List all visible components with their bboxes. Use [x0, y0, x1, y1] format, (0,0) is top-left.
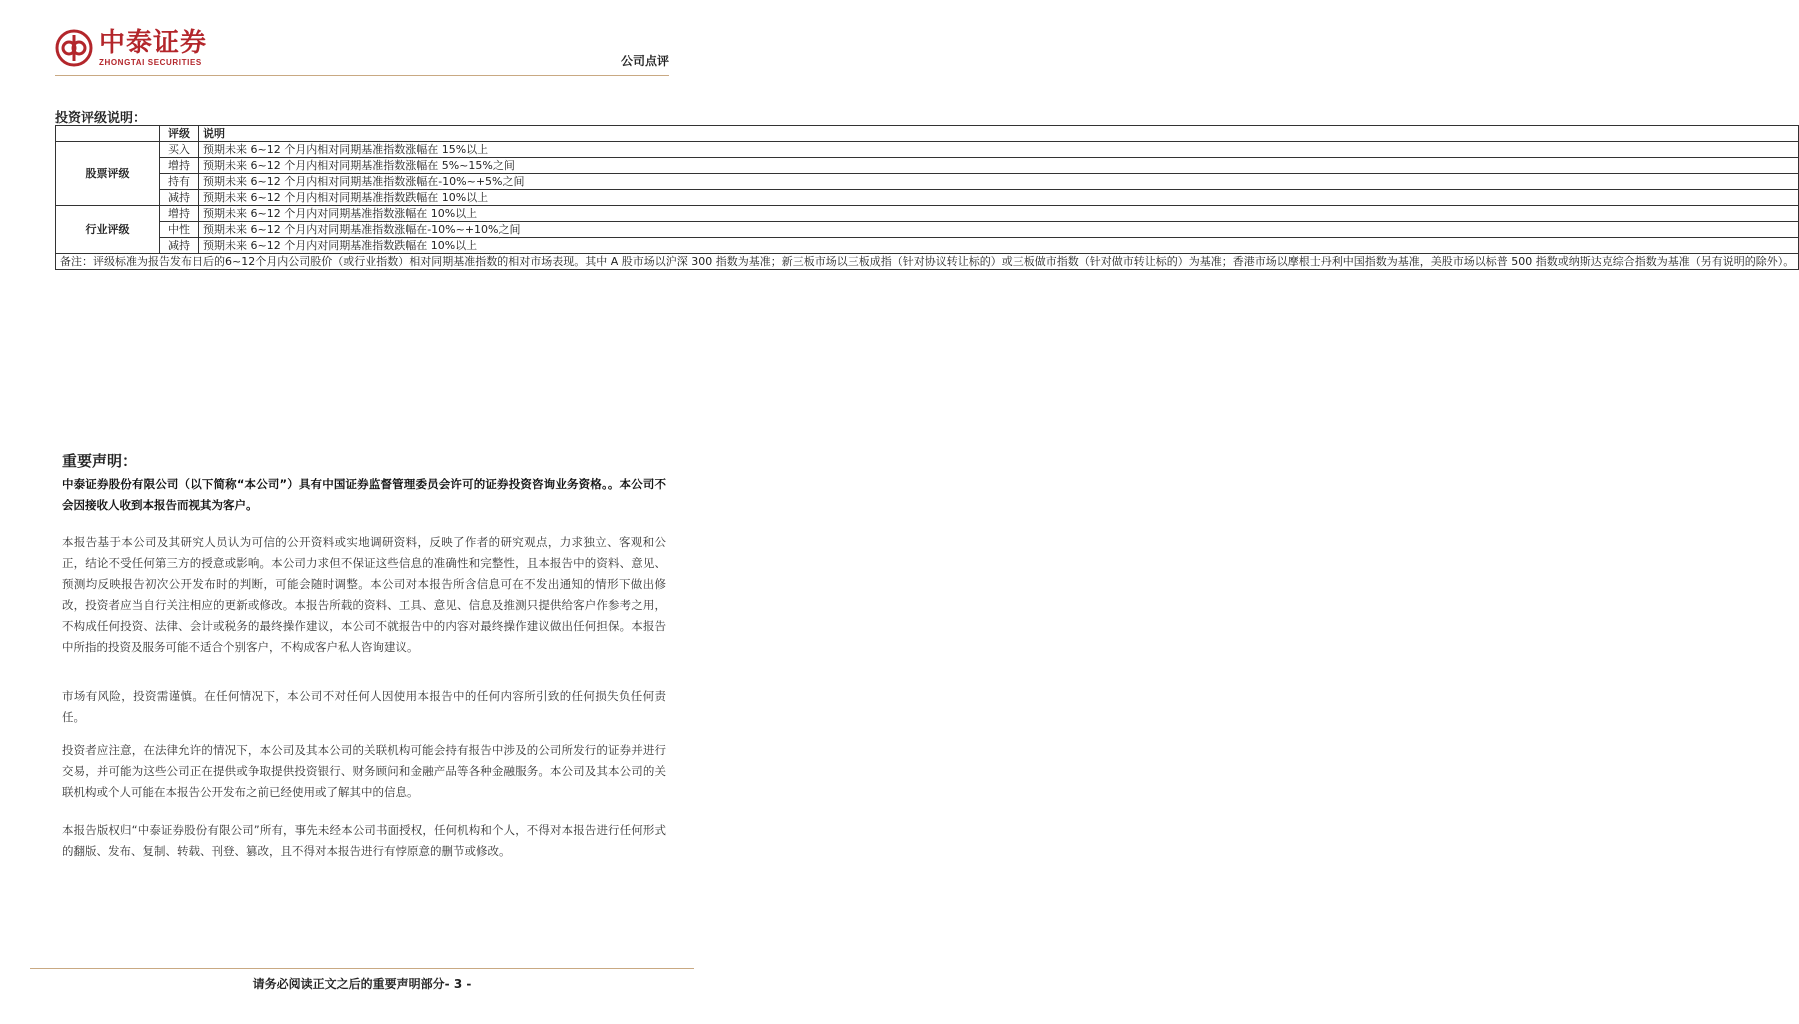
- rating-level: 减持: [160, 238, 199, 254]
- brand-name-en: ZHONGTAI SECURITIES: [99, 57, 202, 67]
- table-note-row: [56, 254, 1799, 270]
- declaration-paragraph-1: 本报告基于本公司及其研究人员认为可信的公开资料或实地调研资料，反映了作者的研究观点，力求独立、客观和公正，结论不受任何第三方的授意或影响。本公司力求但不保证这些信息的准确性和完整性，且本报告中的资料、意见、预测均反映报告初次公开发布时的判断，可能会随时调整。本公司对本报告所含信息可在不发出通知的情形下做出修改，投资者应当自行关注相应的更新或修改。本报告所载的资料、工具、意见、信息及推测只提供给客户作参考之用，不构成任何投资、法律、会计或税务的最终操作建议，本公司不就报告中的内容对最终操作建议做出任何担保。本报告中所指的投资及服务可能不适合个别客户，不构成客户私人咨询建议。: [62, 535, 666, 654]
- table-row: [56, 158, 1799, 174]
- declaration-paragraph-4: 本报告版权归“中泰证券股份有限公司”所有，事先未经本公司书面授权，任何机构和个人，不得对本报告进行任何形式的翻版、发布、复制、转载、刊登、篡改，且不得对本报告进行有悖原意的删节或修改。: [62, 823, 666, 858]
- page-number: - 3 -: [444, 977, 472, 991]
- industry-rating-label: 行业评级: [56, 206, 160, 254]
- rating-level: 买入: [160, 142, 199, 158]
- rating-desc: 预期未来 6~12 个月内相对同期基准指数涨幅在-10%~+5%之间: [199, 174, 1799, 190]
- rating-level: 增持: [160, 158, 199, 174]
- rating-desc: 预期未来 6~12 个月内对同期基准指数跌幅在 10%以上: [199, 238, 1799, 254]
- table-row: [56, 222, 1799, 238]
- rating-note: 备注：评级标准为报告发布日后的6~12个月内公司股价（或行业指数）相对同期基准指数的相对市场表现。其中 A 股市场以沪深 300 指数为基准；新三板市场以三板成指（针对协议转让标的）或三板做市指数（针对做市转让标的）为基准；香港市场以摩根士丹利中国指数为基准，美股市场以标普 500 指数或纳斯达克综合指数为基准（另有说明的除外）。: [56, 254, 1799, 270]
- rating-section-title: 投资评级说明：: [55, 111, 147, 126]
- header-divider: [55, 75, 669, 76]
- table-row: [56, 142, 1799, 158]
- rating-desc: 预期未来 6~12 个月内相对同期基准指数涨幅在 15%以上: [199, 142, 1799, 158]
- table-header-row: [56, 126, 1799, 142]
- table-corner-cell: [56, 126, 160, 142]
- table-row: [56, 206, 1799, 222]
- declaration-lead: 中泰证券股份有限公司（以下简称“本公司”）具有中国证券监督管理委员会许可的证券投资咨询业务资格。。本公司不会因接收人收到本报告而视其为客户。: [62, 477, 666, 512]
- declaration-paragraph-2: 市场有风险，投资需谨慎。在任何情况下，本公司不对任何人因使用本报告中的任何内容所引致的任何损失负任何责任。: [62, 689, 666, 724]
- rating-table: [55, 125, 1799, 270]
- table-row: [56, 190, 1799, 206]
- declaration-paragraph-3: 投资者应注意，在法律允许的情况下，本公司及其本公司的关联机构可能会持有报告中涉及的公司所发行的证券并进行交易，并可能为这些公司正在提供或争取提供投资银行、财务顾问和金融产品等各种金融服务。本公司及其本公司的关联机构或个人可能在本报告公开发布之前已经使用或了解其中的信息。: [62, 743, 666, 799]
- rating-level: 中性: [160, 222, 199, 238]
- brand-name-cn: 中泰证券: [99, 27, 208, 58]
- column-header-level: 评级: [160, 126, 199, 142]
- rating-level: 持有: [160, 174, 199, 190]
- company-logo: [55, 27, 207, 69]
- footer-divider: [30, 968, 694, 969]
- column-header-desc: 说明: [199, 126, 1799, 142]
- zhongtai-logo-icon: [55, 29, 93, 67]
- footer-text: 请务必阅读正文之后的重要声明部分: [252, 977, 445, 991]
- rating-level: 增持: [160, 206, 199, 222]
- rating-level: 减持: [160, 190, 199, 206]
- rating-desc: 预期未来 6~12 个月内相对同期基准指数跌幅在 10%以上: [199, 190, 1799, 206]
- rating-desc: 预期未来 6~12 个月内对同期基准指数涨幅在-10%~+10%之间: [199, 222, 1799, 238]
- report-type: 公司点评: [620, 54, 669, 68]
- stock-rating-label: 股票评级: [56, 142, 160, 206]
- rating-desc: 预期未来 6~12 个月内相对同期基准指数涨幅在 5%~15%之间: [199, 158, 1799, 174]
- page-footer: [0, 975, 724, 992]
- table-row: [56, 238, 1799, 254]
- table-row: [56, 174, 1799, 190]
- declaration-title: 重要声明：: [62, 452, 138, 470]
- rating-desc: 预期未来 6~12 个月内对同期基准指数涨幅在 10%以上: [199, 206, 1799, 222]
